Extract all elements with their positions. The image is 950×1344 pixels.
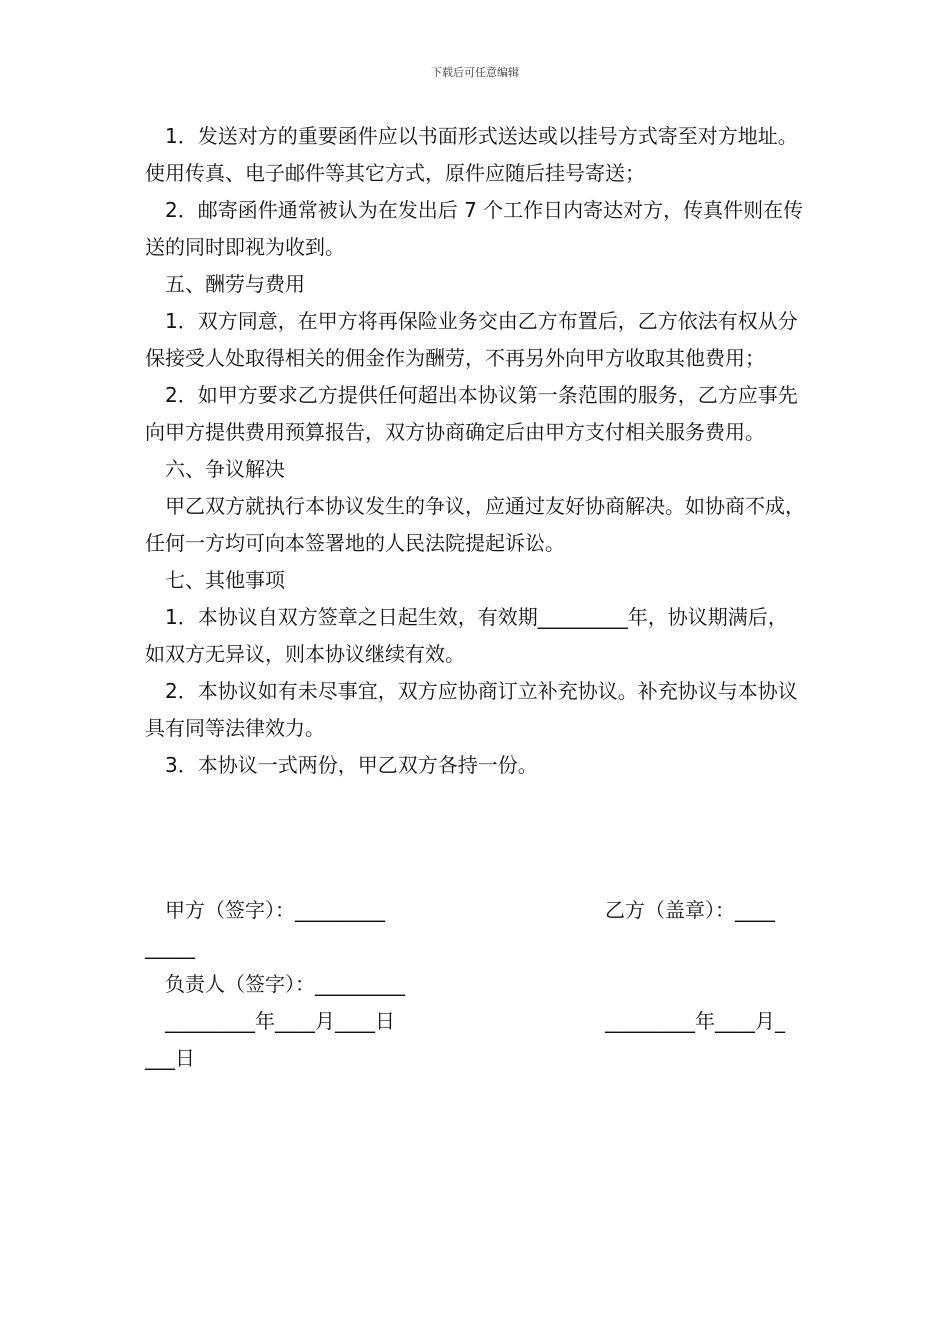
section-heading-other-matters: 七、其他事项 [165, 568, 285, 592]
paragraph-supplementary-agreement: 2．本协议如有未尽事宜，双方应协商订立补充协议。补充协议与本协议具有同等法律效力。 [145, 679, 798, 740]
paragraph-copies: 3．本协议一式两份，甲乙双方各持一份。 [165, 753, 538, 777]
party-b-date: _________年____月_ [605, 1009, 785, 1033]
party-a-date: _________年____月____日 [165, 1009, 395, 1033]
section-heading-dispute: 六、争议解决 [165, 457, 285, 481]
section-heading-remuneration: 五、酬劳与费用 [165, 272, 305, 296]
party-b-date-continuation: ___日 [145, 1046, 195, 1070]
signature-row-parties [145, 892, 807, 929]
party-b-seal-continuation: _____ [145, 935, 195, 959]
party-b-seal: 乙方（盖章）：____ [605, 898, 775, 922]
signature-row-dates [145, 1003, 807, 1040]
signature-row-date-continuation [145, 1040, 807, 1077]
signature-row-responsible [145, 966, 807, 1003]
page-header: 下载后可任意编辑 [431, 66, 519, 79]
signature-row-continuation [145, 929, 807, 966]
document-body [145, 118, 807, 784]
paragraph-effective-term: 1．本协议自双方签章之日起生效，有效期_________年，协议期满后，如双方无异议，则本协议继续有效。 [145, 605, 788, 666]
paragraph-delivery-method: 1．发送对方的重要函件应以书面形式送达或以挂号方式寄至对方地址。使用传真、电子邮件等其它方式，原件应随后挂号寄送； [145, 124, 798, 185]
paragraph-remuneration-extra-services: 2．如甲方要求乙方提供任何超出本协议第一条范围的服务，乙方应事先向甲方提供费用预算报告，双方协商确定后由甲方支付相关服务费用。 [145, 383, 798, 444]
party-a-signature: 甲方（签字）：_________ [165, 898, 385, 922]
paragraph-dispute-resolution: 甲乙双方就执行本协议发生的争议，应通过友好协商解决。如协商不成，任何一方均可向本签署地的人民法院提起诉讼。 [145, 494, 805, 555]
signature-block [145, 892, 807, 1077]
responsible-person-signature: 负责人（签字）：_________ [165, 972, 405, 996]
paragraph-remuneration-commission: 1．双方同意，在甲方将再保险业务交由乙方布置后，乙方依法有权从分保接受人处取得相关的佣金作为酬劳，不再另外向甲方收取其他费用； [145, 309, 798, 370]
paragraph-delivery-time: 2．邮寄函件通常被认为在发出后 7 个工作日内寄达对方，传真件则在传送的同时即视为收到。 [145, 198, 804, 259]
